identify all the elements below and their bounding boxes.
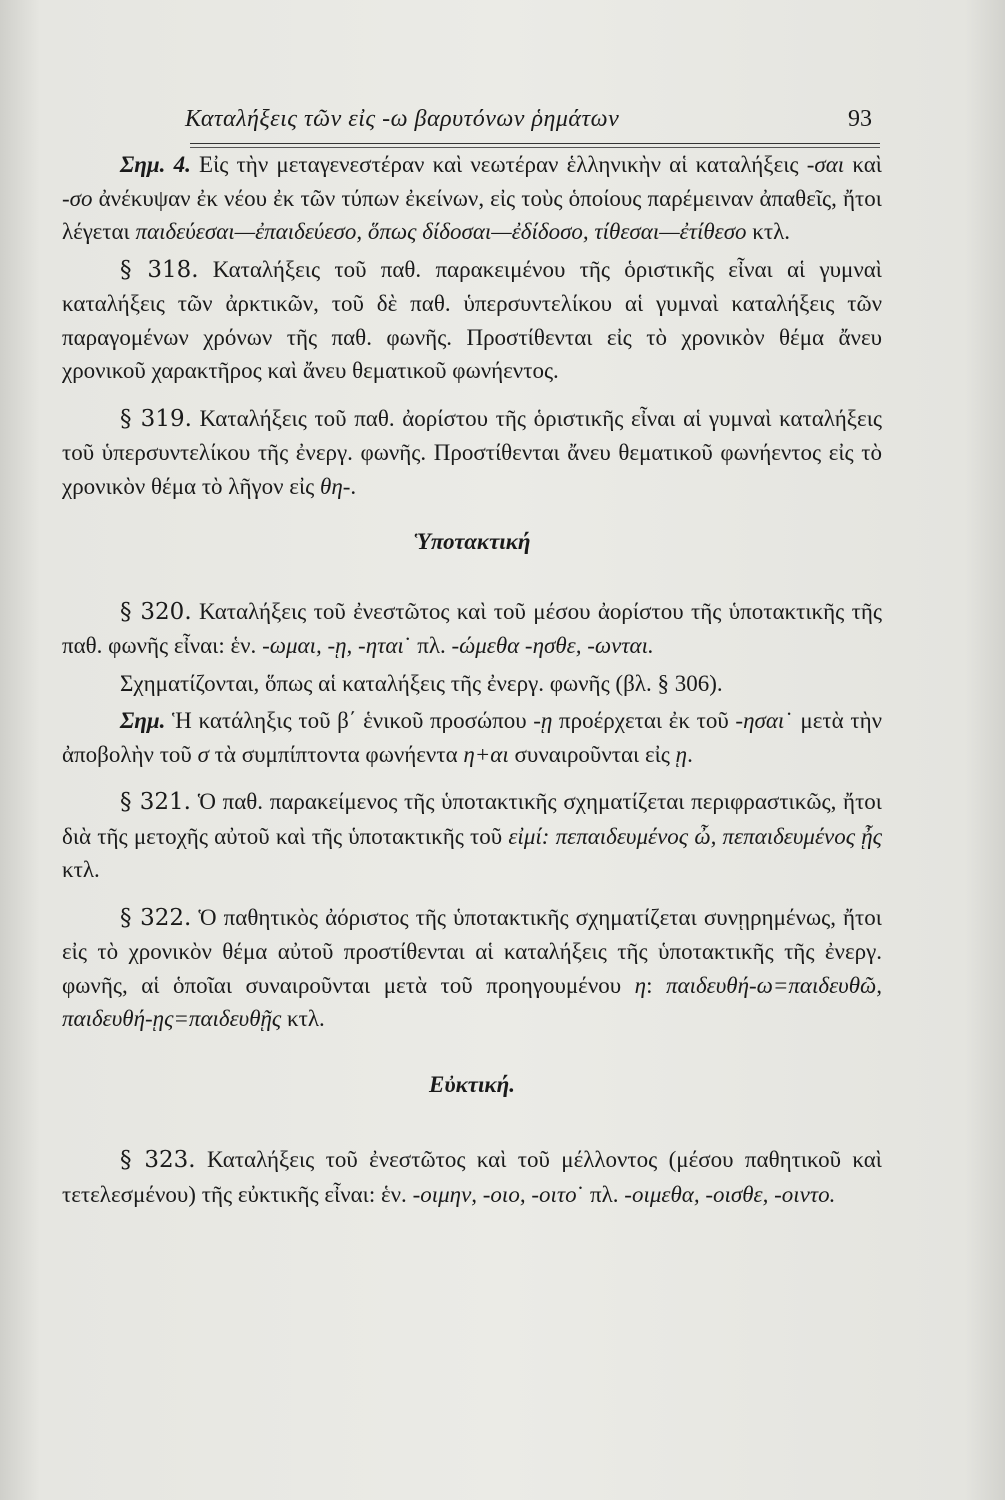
note-320 [62,704,882,771]
section-text: Ὁ παθ. παρακείμενος τῆς ὑποτακτικῆς σχηματίζεται περιφραστικῶς, ἤτοι διὰ τῆς μετοχῆς αὐτοῦ καὶ τῆς ὑποτακτικῆς τοῦ [62,789,882,849]
section-label: § 322. [120,904,192,931]
endings-singular: -ωμαι, -ῃ, -ηται [262,633,404,658]
section-label: § 319. [120,405,192,432]
section-text: κτλ. [62,857,100,882]
section-text: Ὁ παθητικὸς ἀόριστος τῆς ὑποτακτικῆς σχηματίζεται συνῃρημένως, ἤτοι εἰς τὸ χρονικὸν θέμα αὐτοῦ προστίθενται αἱ καταλήξεις τῆς ὑποτακτικῆς τῆς ἐνεργ. φωνῆς, αἱ ὁποῖαι συναιροῦνται μετὰ τοῦ προηγουμένου [62,904,882,998]
section-321 [62,785,882,887]
section-319 [62,402,882,504]
note-text: τὰ συμπίπτοντα φωνήεντα [208,741,464,767]
note-label: Σημ. 4. [120,152,191,177]
note-text: ἀνέκυψαν ἐκ νέου ἐκ τῶν τύπων ἐκείνων, εἰς τοὺς ὁποίους παρέμειναν ἀπαθεῖς, ἤτοι λέγεται [62,185,882,244]
section-320-continued [62,667,882,701]
section-320 [62,595,882,663]
note-4 [62,148,882,249]
stem-ending: θη- [320,473,351,499]
result-vowel: ῃ [675,741,688,767]
ending: -ῃ [533,708,553,733]
letter: η [634,972,647,998]
section-text: Καταλήξεις τοῦ ἐνεστῶτος καὶ τοῦ μέλλοντος (μέσου παθητικοῦ καὶ τετελεσμένου) τῆς εὐκτικῆς εἶναι: ἑν. [62,1147,882,1207]
note-text: ˙ μετὰ τὴν ἀποβολὴν τοῦ [62,708,882,767]
note-text: Ἡ κατάληξις τοῦ β΄ ἑνικοῦ προσώπου [165,708,534,733]
header-rule [190,143,880,144]
ending: -σαι [806,152,845,177]
section-text: ˙ πλ. [403,633,452,658]
note-text: κτλ. [746,219,791,244]
section-label: § 320. [120,598,192,625]
note-label: Σημ. [120,708,166,733]
section-323 [62,1143,882,1211]
ending: -σο [62,185,93,211]
example-forms: παιδευθή-ω=παιδευθῶ, παιδευθή-ῃς=παιδευθῇς [62,972,882,1031]
example-forms: παιδεύεσαι—ἐπαιδεύεσο, ὅπως δίδοσαι—ἐδίδοσο, τίθεσαι—ἐτίθεσο [135,219,747,244]
ending: -ησαι [735,708,785,733]
page-number: 93 [848,106,872,132]
endings-singular: -οιμην, -οιο, -οιτο [412,1181,577,1207]
section-text: Καταλήξεις τοῦ παθ. παρακειμένου τῆς ὁριστικῆς εἶναι αἱ γυμναὶ καταλήξεις τῶν ἀρκτικῶν, τοῦ δὲ παθ. ὑπερσυντελίκου αἱ γυμναὶ καταλήξεις τῶν παραγομένων χρόνων τῆς παθ. φωνῆς. Προστίθενται εἰς τὸ χρονικὸν θέμα ἄνευ χρονικοῦ χαρακτῆρος καὶ ἄνευ θεματικοῦ φωνήεντος. [62,256,882,383]
section-text: κτλ. [281,1006,325,1031]
vowels: η+αι [463,741,509,767]
note-text: καὶ [844,152,882,177]
section-text: ˙ πλ. [576,1181,625,1207]
section-text: Καταλήξεις τοῦ ἐνεστῶτος καὶ τοῦ μέσου ἀορίστου τῆς ὑποτακτικῆς τῆς παθ. φωνῆς εἶναι: ἑν. [62,598,882,658]
note-text: . [687,741,693,767]
heading-subjunctive: Ὑποτακτική [413,529,531,554]
note-text: συναιροῦνται εἰς [508,741,676,767]
section-text: : [646,972,666,998]
section-label: § 318. [120,256,199,283]
example-forms: εἰμί: πεπαιδευμένος ὦ, πεπαιδευμένος ᾖς [508,823,882,849]
section-label: § 323. [120,1147,196,1173]
running-head: Καταλήξεις τῶν εἰς -ω βαρυτόνων ῥημάτων [185,106,620,132]
note-text: Εἰς τὴν μεταγενεστέραν καὶ νεωτέραν ἑλληνικὴν αἱ καταλήξεις [190,152,807,177]
section-label: § 321. [120,789,191,815]
section-text: . [350,473,357,499]
section-318 [62,253,882,388]
section-text: Σχηματίζονται, ὅπως αἱ καταλήξεις τῆς ἐνεργ. φωνῆς (βλ. § 306). [120,670,723,696]
section-text: Καταλήξεις τοῦ παθ. ἀορίστου τῆς ὁριστικῆς εἶναι αἱ γυμναὶ καταλήξεις τοῦ ὑπερσυντελίκου τῆς ἐνεργ. φωνῆς. Προστίθενται ἄνευ θεματικοῦ φωνήεντος εἰς τὸ χρονικὸν θέμα τὸ λῆγον εἰς [62,405,882,499]
note-text: προέρχεται ἐκ τοῦ [552,708,736,733]
endings-plural: -οιμεθα, -οισθε, -οιντο. [624,1181,836,1207]
page-header [50,100,880,140]
page-body [62,148,882,1211]
endings-plural: -ώμεθα -ησθε, -ωνται. [451,633,654,658]
heading-optative: Εὐκτική. [429,1071,515,1097]
section-322 [62,901,882,1036]
letter: σ [197,741,209,767]
